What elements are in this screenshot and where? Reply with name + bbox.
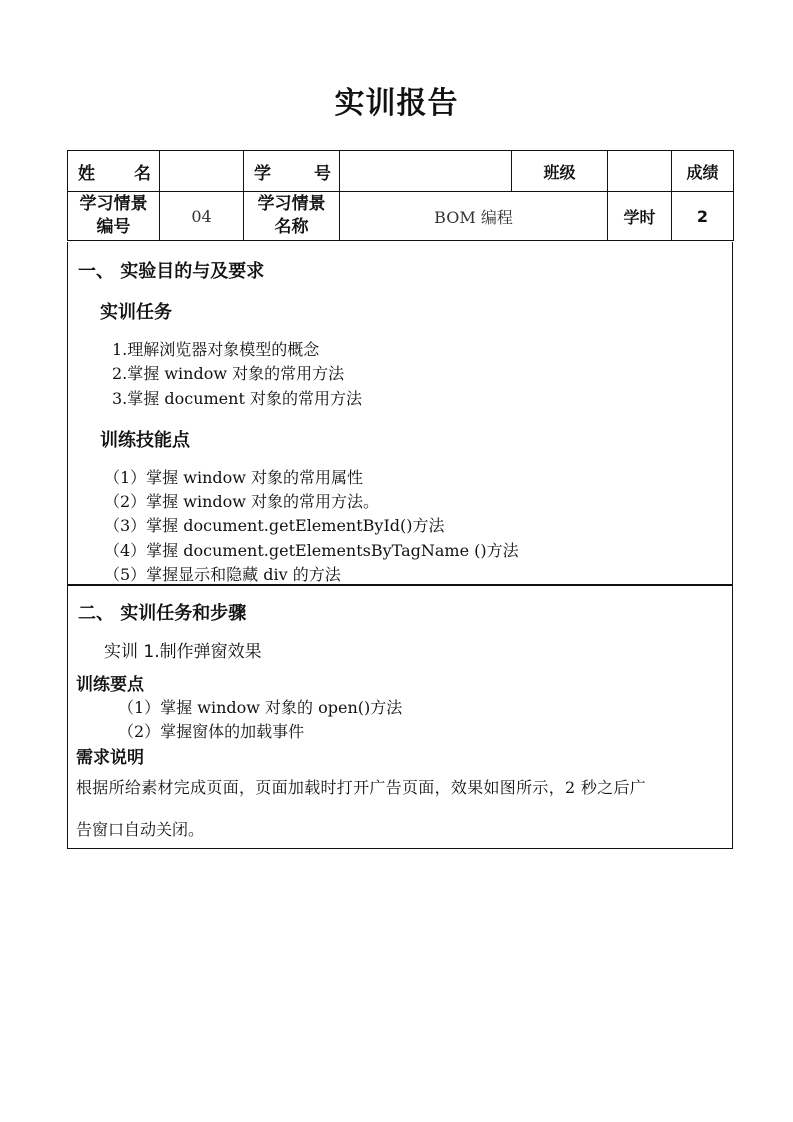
grade-label: 成绩	[672, 151, 734, 192]
student-id-value-cell[interactable]	[340, 151, 512, 192]
name-label-cell: 姓 名	[68, 151, 160, 192]
student-id-label-cell: 学 号	[244, 151, 340, 192]
tasks-heading: 实训任务	[100, 302, 172, 323]
info-table	[67, 150, 734, 241]
hours-value: 2	[672, 192, 734, 241]
section1-heading: 一、 实验目的与及要求	[78, 261, 265, 282]
point-item: （2）掌握窗体的加载事件	[118, 722, 305, 741]
points-heading: 训练要点	[76, 675, 144, 695]
class-label: 班级	[512, 151, 608, 192]
task-no-label-cell: 学习情景 编号	[68, 192, 160, 241]
skill-item: （2）掌握 window 对象的常用方法。	[104, 492, 380, 511]
point-item: （1）掌握 window 对象的 open()方法	[118, 698, 403, 717]
task-item: 1.理解浏览器对象模型的概念	[112, 340, 320, 359]
hours-label: 学时	[608, 192, 672, 241]
page-title: 实训报告	[334, 86, 459, 121]
section-objectives	[67, 242, 733, 586]
section2-heading: 二、 实训任务和步骤	[78, 603, 247, 624]
name-value-cell[interactable]	[160, 151, 244, 192]
task-name-label-cell: 学习情景 名称	[244, 192, 340, 241]
skill-item: （1）掌握 window 对象的常用属性	[104, 468, 364, 487]
requirements-text: 根据所给素材完成页面，页面加载时打开广告页面，效果如图所示，2 秒之后广	[76, 778, 647, 797]
section-steps	[67, 584, 733, 849]
skill-item: （5）掌握显示和隐藏 div 的方法	[104, 565, 341, 584]
task-item: 3.掌握 document 对象的常用方法	[112, 389, 362, 408]
task-name-value: BOM 编程	[340, 192, 608, 241]
sub-heading: 实训 1.制作弹窗效果	[104, 642, 262, 662]
skill-item: （3）掌握 document.getElementById()方法	[104, 516, 445, 535]
skill-item: （4）掌握 document.getElementsByTagName ()方法	[104, 541, 519, 560]
class-value-cell[interactable]	[608, 151, 672, 192]
skills-heading: 训练技能点	[100, 430, 190, 451]
task-no-value: 04	[160, 192, 244, 241]
task-item: 2.掌握 window 对象的常用方法	[112, 364, 345, 383]
requirements-heading: 需求说明	[76, 748, 144, 768]
requirements-text: 告窗口自动关闭。	[76, 820, 205, 839]
